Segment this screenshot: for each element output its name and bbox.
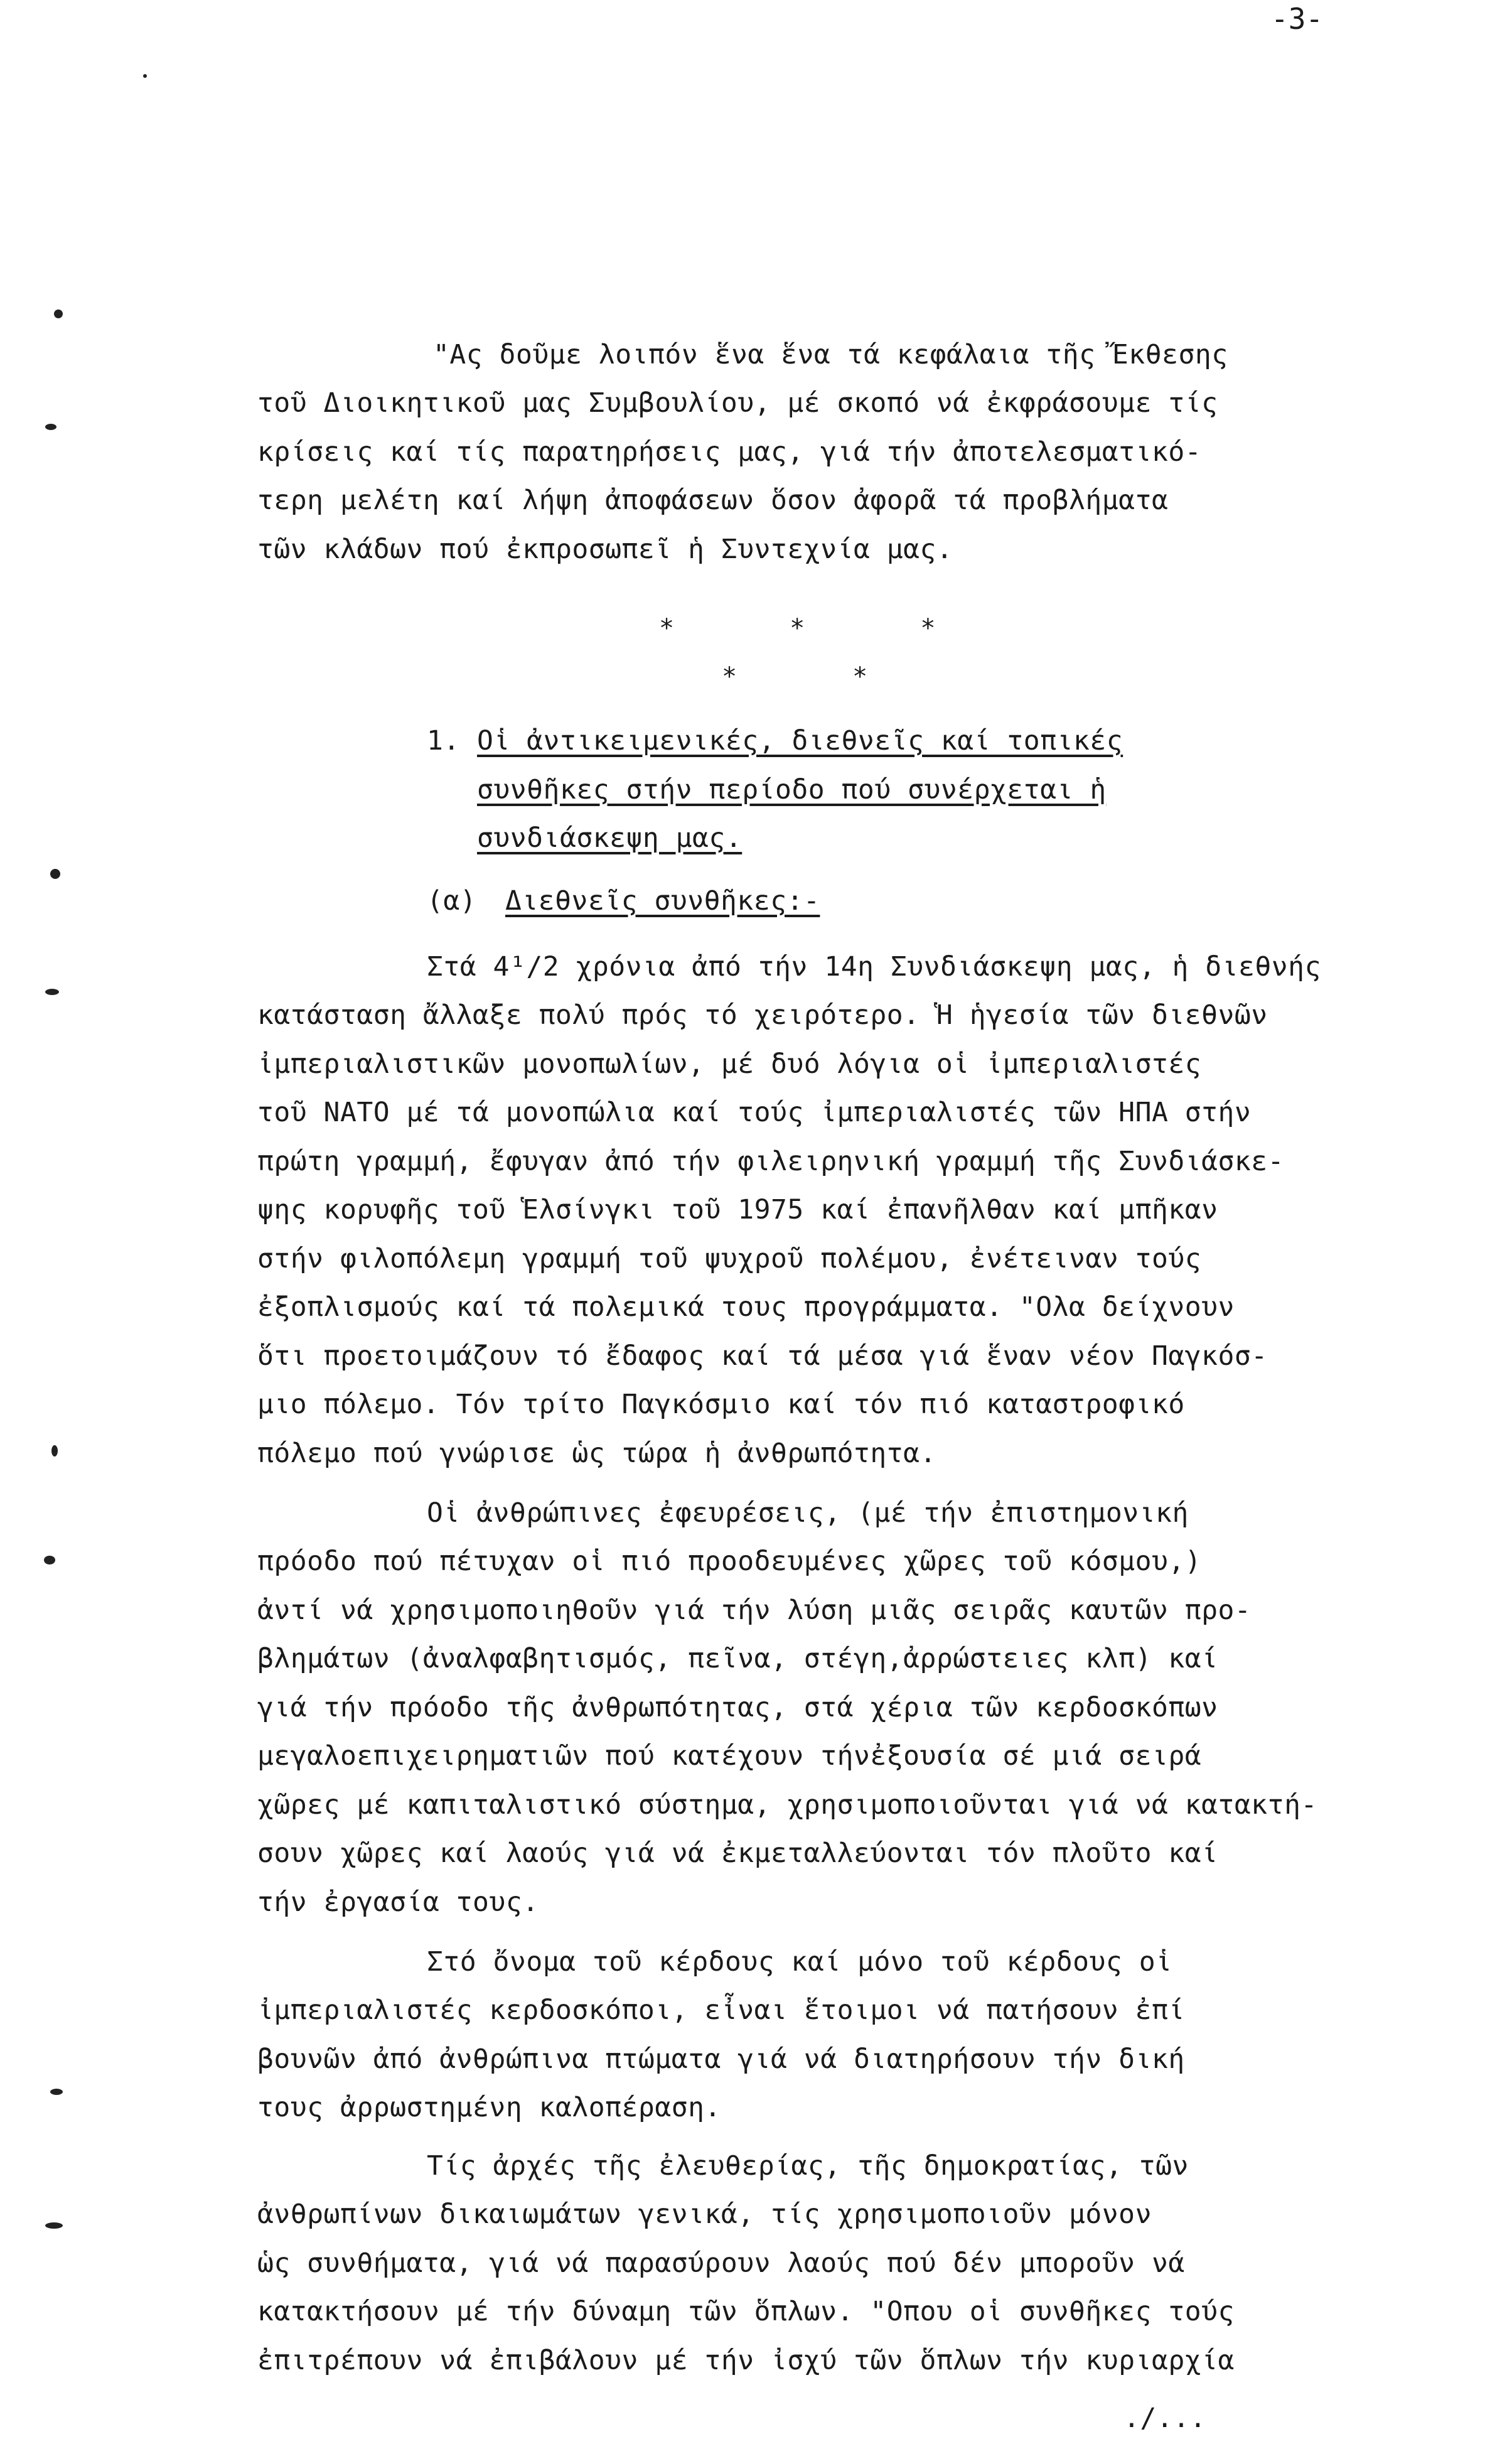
page-number: -3- (1271, 2, 1324, 36)
text-line: ἰμπεριαλιστές κερδοσκόποι, εἶναι ἕτοιμοι νά πατήσουν ἐπί (257, 1995, 1185, 2026)
section-number: 1. (427, 725, 460, 756)
continuation-mark: ./... (1123, 2403, 1206, 2434)
section-title-line: συνδιάσκεψη μας. (477, 822, 743, 854)
scan-speck (50, 869, 60, 879)
scan-speck (50, 2089, 63, 2095)
text-line: Στά 4¹/2 χρόνια ἀπό τήν 14η Συνδιάσκεψη μας, ἡ διεθνής (427, 951, 1321, 983)
text-line: ψης κορυφῆς τοῦ Ἑλσίνγκι τοῦ 1975 καί ἐπανῆλθαν καί μπῆκαν (257, 1194, 1218, 1225)
text-line: κατακτήσουν μέ τήν δύναμη τῶν ὅπλων. "Οπου οἱ συνθῆκες τούς (257, 2296, 1235, 2327)
text-line: τους ἀρρωστημένη καλοπέραση. (257, 2092, 721, 2123)
scan-speck (143, 74, 147, 78)
text-line: τῶν κλάδων πού ἐκπροσωπεῖ ἡ Συντεχνία μας. (257, 534, 953, 565)
subsection-label: (α) (427, 885, 477, 917)
text-line: βλημάτων (ἀναλφαβητισμός, πεῖνα, στέγη,ἀρρώστειες κλπ) καί (257, 1643, 1218, 1674)
text-line: ὡς συνθήματα, γιά νά παρασύρουν λαούς πού δέν μποροῦν νά (257, 2248, 1185, 2279)
text-line: πρόοδο πού πέτυχαν οἱ πιό προοδευμένες χῶρες τοῦ κόσμου,) (257, 1546, 1202, 1577)
text-line: τοῦ Διοικητικοῦ μας Συμβουλίου, μέ σκοπό νά ἐκφράσουμε τίς (257, 387, 1218, 419)
text-line: τήν ἐργασία τους. (257, 1887, 539, 1918)
text-line: ἰμπεριαλιστικῶν μονοπωλίων, μέ δυό λόγια οἱ ἰμπεριαλιστές (257, 1048, 1202, 1080)
scan-speck (45, 989, 59, 995)
text-line: ἀντί νά χρησιμοποιηθοῦν γιά τήν λύση μιᾶς σειρᾶς καυτῶν προ- (257, 1595, 1252, 1626)
separator-stars-row-2: * * (722, 662, 918, 691)
scan-speck (44, 1556, 55, 1564)
text-line: Στό ὄνομα τοῦ κέρδους καί μόνο τοῦ κέρδους οἱ (427, 1946, 1172, 1978)
text-line: κρίσεις καί τίς παρατηρήσεις μας, γιά τήν ἀποτελεσματικό- (257, 436, 1202, 468)
text-line: ἐξοπλισμούς καί τά πολεμικά τους προγράμματα. "Ολα δείχνουν (257, 1291, 1235, 1323)
section-title-line: Οἱ ἀντικειμενικές, διεθνεῖς καί τοπικές (477, 725, 1123, 756)
section-title-line: συνθῆκες στήν περίοδο πού συνέρχεται ἡ (477, 774, 1107, 805)
scan-speck (51, 1445, 58, 1456)
text-line: μιο πόλεμο. Τόν τρίτο Παγκόσμιο καί τόν πιό καταστροφικό (257, 1389, 1185, 1420)
text-line: κατάσταση ἄλλαξε πολύ πρός τό χειρότερο. Ἡ ἡγεσία τῶν διεθνῶν (257, 999, 1268, 1031)
text-line: ὅτι προετοιμάζουν τό ἔδαφος καί τά μέσα γιά ἕναν νέον Παγκόσ- (257, 1340, 1268, 1372)
text-line: στήν φιλοπόλεμη γραμμή τοῦ ψυχροῦ πολέμου, ἐνέτειναν τούς (257, 1243, 1202, 1274)
text-line: τερη μελέτη καί λήψη ἀποφάσεων ὅσον ἀφορᾶ τά προβλήματα (257, 485, 1169, 516)
text-line: πρώτη γραμμή, ἔφυγαν ἀπό τήν φιλειρηνική γραμμή τῆς Συνδιάσκε- (257, 1146, 1285, 1177)
scan-speck (45, 2222, 63, 2229)
text-line: ἐπιτρέπουν νά ἐπιβάλουν μέ τήν ἰσχύ τῶν ὅπλων τήν κυριαρχία (257, 2345, 1235, 2376)
text-line: χῶρες μέ καπιταλιστικό σύστημα, χρησιμοποιοῦνται γιά νά κατακτή- (257, 1789, 1317, 1821)
text-line: "Ας δοῦμε λοιπόν ἕνα ἕνα τά κεφάλαια τῆς Ἔκθεσης (433, 339, 1228, 370)
text-line: σουν χῶρες καί λαούς γιά νά ἐκμεταλλεύονται τόν πλοῦτο καί (257, 1838, 1218, 1869)
text-line: πόλεμο πού γνώρισε ὡς τώρα ἡ ἀνθρωπότητα. (257, 1438, 936, 1469)
text-line: Οἱ ἀνθρώπινες ἐφευρέσεις, (μέ τήν ἐπιστημονική (427, 1497, 1189, 1529)
subsection-title: Διεθνεῖς συνθῆκες:- (505, 885, 820, 917)
text-line: Τίς ἀρχές τῆς ἐλευθερίας, τῆς δημοκρατίας, τῶν (427, 2150, 1189, 2182)
scan-speck (54, 310, 63, 318)
text-line: ἀνθρωπίνων δικαιωμάτων γενικά, τίς χρησιμοποιοῦν μόνον (257, 2199, 1152, 2230)
text-line: γιά τήν πρόοδο τῆς ἀνθρωπότητας, στά χέρια τῶν κερδοσκόπων (257, 1692, 1218, 1723)
text-line: μεγαλοεπιχειρηματιῶν πού κατέχουν τήνἐξουσία σέ μιά σειρά (257, 1740, 1202, 1772)
text-line: τοῦ ΝΑΤΟ μέ τά μονοπώλια καί τούς ἰμπεριαλιστές τῶν ΗΠΑ στήν (257, 1097, 1252, 1128)
text-line: βουνῶν ἀπό ἀνθρώπινα πτώματα γιά νά διατηρήσουν τήν δική (257, 2043, 1185, 2075)
scan-speck (45, 424, 56, 430)
separator-stars-row-1: * * * (659, 614, 986, 643)
